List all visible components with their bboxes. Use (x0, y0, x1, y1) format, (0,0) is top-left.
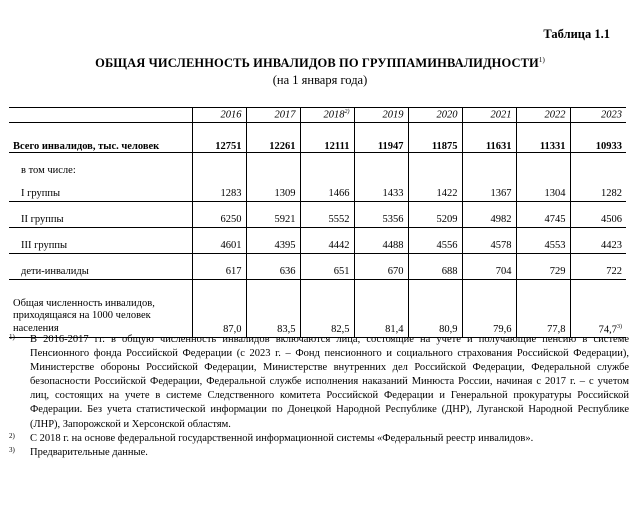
table-cell: 1422 (408, 176, 462, 202)
table-cell: 670 (354, 254, 408, 280)
table-number: Таблица 1.1 (543, 27, 610, 41)
table-cell: 1367 (462, 176, 516, 202)
footnote-mark: 2) (9, 431, 15, 440)
header-empty-cell (9, 108, 192, 123)
row-label: Всего инвалидов, тыс. человек (9, 140, 192, 153)
year-header: 2017 (246, 108, 300, 123)
table-cell: 4423 (570, 228, 626, 254)
footnote-text: В 2016-2017 гг. в общую численность инвалидов включаются лица, состоящие на учете и получающие пенсию в системе Пенсионного фонда Российской Федерации (с 2023 г. – Фонд пенсионного и социального страхования Российской Федерации), Министерстве обороны Российской Федерации, Министерстве внутренних дел Российской Федерации, Федеральной службе безопасности Российской Федерации, Федеральной службе исполнения наказаний Минюста России, начиная с 2017 г. – с учетом лиц, состоящих на учете в системе Следственного комитета Российской Федерации и Генеральной прокуратуры Российской Федерации. Без учета статистической информации по Донецкой Народной Республике (ДНР), Луганской Народной Республике (ЛНР), Запорожской и Херсонской областям. (30, 334, 629, 430)
table-cell: 651 (300, 254, 354, 280)
table-cell: 12111 (300, 140, 354, 153)
table-cell: 4556 (408, 228, 462, 254)
table-cell: 4395 (246, 228, 300, 254)
table-cell: 1304 (516, 176, 570, 202)
table-cell: 636 (246, 254, 300, 280)
footnote-text: Предварительные данные. (30, 446, 148, 458)
footnote (9, 333, 629, 432)
table-cell: 77,8 (516, 280, 570, 338)
table-row-including (9, 153, 626, 177)
table-cell: 688 (408, 254, 462, 280)
row-label: в том числе: (21, 165, 76, 176)
table-cell: 4553 (516, 228, 570, 254)
table-cell: 4442 (300, 228, 354, 254)
year-header: 2022 (516, 108, 570, 123)
table-cell: 83,5 (246, 280, 300, 338)
table-subtitle: (на 1 января года) (272, 73, 368, 87)
table-title (0, 56, 640, 71)
table-row-group2 (9, 202, 626, 228)
footnote-mark: 3) (9, 445, 15, 454)
table-cell: 6250 (192, 202, 246, 228)
table-cell: 11631 (462, 140, 516, 153)
footnote-mark: 1) (9, 333, 15, 341)
table-cell: 1309 (246, 176, 300, 202)
year-header: 2016 (192, 108, 246, 123)
table-cell: 82,5 (300, 280, 354, 338)
table-row-total (9, 140, 626, 153)
table-cell: 704 (462, 254, 516, 280)
header-row (9, 108, 626, 123)
row-label: Общая численность инвалидов, приходящаяся на 1000 человек населения (9, 280, 192, 338)
footnote (9, 432, 629, 446)
table-cell: 1433 (354, 176, 408, 202)
title-footnote-mark: 1) (538, 56, 545, 64)
table-cell: 80,9 (408, 280, 462, 338)
year-header: 2023 (570, 108, 626, 123)
table-cell: 5356 (354, 202, 408, 228)
table-cell: 4506 (570, 202, 626, 228)
row-label: II группы (9, 202, 192, 228)
table-cell: 79,6 (462, 280, 516, 338)
table-cell: 74,7$^{3)}$ (570, 280, 626, 338)
table-cell: 11947 (354, 140, 408, 153)
table-cell: 11331 (516, 140, 570, 153)
table-row-group3 (9, 228, 626, 254)
table-cell: 11875 (408, 140, 462, 153)
table-cell: 87,0 (192, 280, 246, 338)
year-header: 2020 (408, 108, 462, 123)
table-title-text: ОБЩАЯ ЧИСЛЕННОСТЬ ИНВАЛИДОВ ПО ГРУППАМИНВАЛИДНОСТИ (95, 56, 539, 71)
cell-footnote-mark: 3) (617, 323, 622, 330)
year-header: 2021 (462, 108, 516, 123)
footnote-text: С 2018 г. на основе федеральной государственной информационной системы «Федеральный реестр инвалидов». (30, 432, 534, 444)
year-header: 2019 (354, 108, 408, 123)
table-cell: 1283 (192, 176, 246, 202)
table-cell: 722 (570, 254, 626, 280)
table-cell: 617 (192, 254, 246, 280)
table-cell: 4982 (462, 202, 516, 228)
year-header: 2018$^{2)}$ (300, 108, 354, 123)
row-label: дети-инвалиды (9, 254, 192, 280)
table-cell: 5209 (408, 202, 462, 228)
table-cell: 729 (516, 254, 570, 280)
disability-table (9, 107, 626, 338)
table-row-group1 (9, 176, 626, 202)
table-cell: 5552 (300, 202, 354, 228)
table-cell: 10933 (570, 140, 626, 153)
table-cell: 1466 (300, 176, 354, 202)
table-cell: 1282 (570, 176, 626, 202)
table-cell: 4578 (462, 228, 516, 254)
table-cell: 12751 (192, 140, 246, 153)
table-cell: 4601 (192, 228, 246, 254)
footnote (9, 446, 629, 460)
table-cell: 12261 (246, 140, 300, 153)
table-cell: 5921 (246, 202, 300, 228)
table-cell: 4745 (516, 202, 570, 228)
table-cell: 4488 (354, 228, 408, 254)
row-label: III группы (9, 228, 192, 254)
row-label: I группы (9, 176, 192, 202)
table-cell: 81,4 (354, 280, 408, 338)
footnotes (9, 333, 629, 460)
table-row-children (9, 254, 626, 280)
table-row-per1000 (9, 280, 626, 338)
